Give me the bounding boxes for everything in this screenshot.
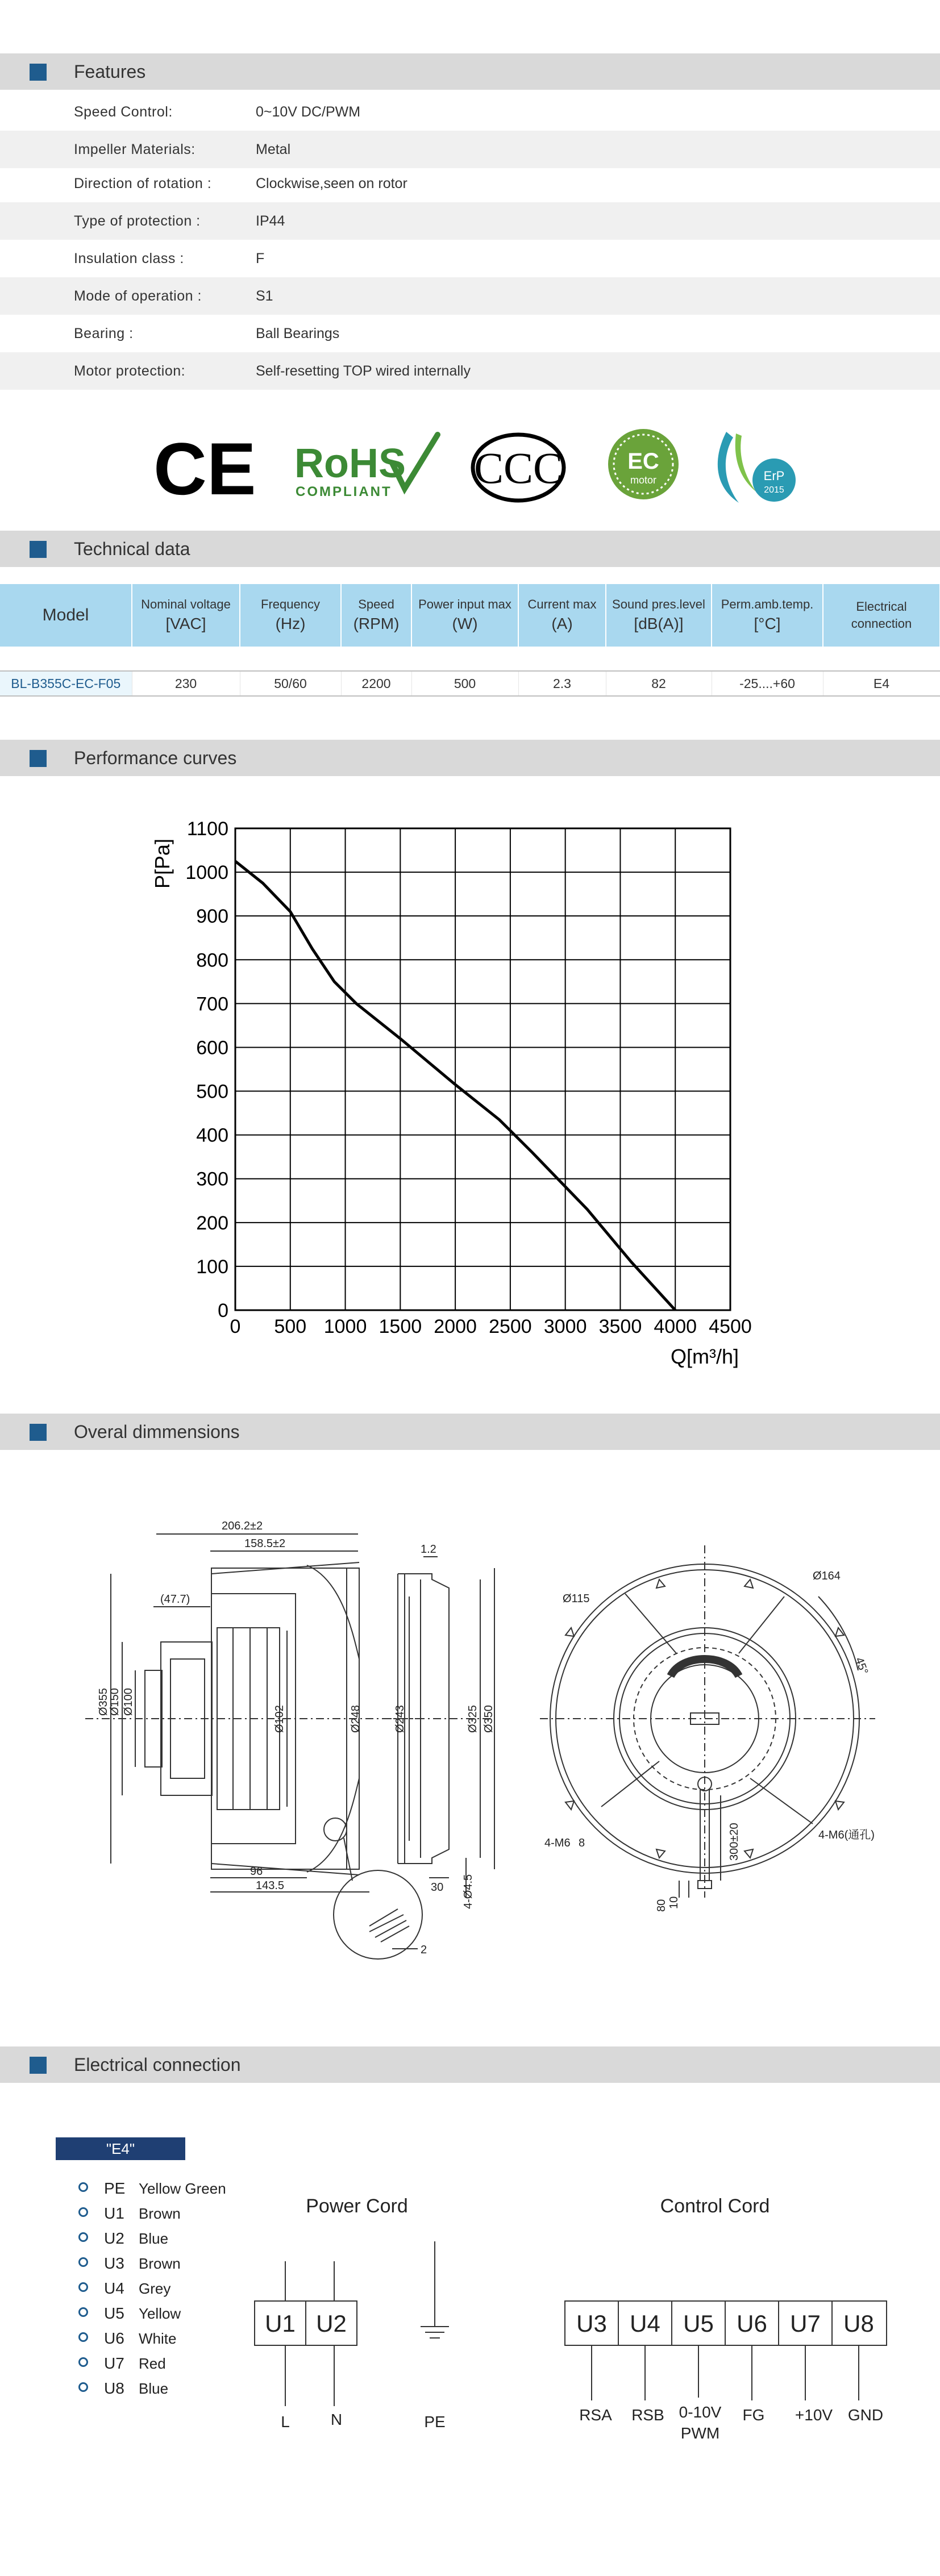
feature-label: Direction of rotation : xyxy=(74,176,212,191)
dim-label: Ø350 xyxy=(483,1705,495,1733)
dim-label: Ø243 xyxy=(394,1705,406,1733)
y-tick-label: 1100 xyxy=(186,818,228,840)
wiring-diagram xyxy=(0,2102,940,2466)
dim-label: Ø102 xyxy=(273,1705,286,1733)
column-header: Electrical connection xyxy=(823,584,940,647)
dim-label: 30 xyxy=(431,1881,444,1894)
wire-label: L xyxy=(281,2413,290,2431)
side-view-labels xyxy=(97,1520,427,1956)
electrical-title: Electrical connection xyxy=(74,2054,241,2075)
feature-label: Impeller Materials: xyxy=(74,141,196,157)
terminal-u3: U3 xyxy=(576,2310,607,2337)
dim-label: 8 xyxy=(579,1837,585,1849)
dim-label: 80 xyxy=(655,1899,668,1912)
feature-label: Speed Control: xyxy=(74,104,173,120)
section-marker-icon xyxy=(30,64,47,81)
wire-label: RSB xyxy=(631,2406,664,2424)
dim-label: Ø100 xyxy=(122,1688,135,1716)
section-marker-icon xyxy=(30,1424,47,1441)
ccc-logo-icon xyxy=(473,435,564,501)
svg-text:CCC: CCC xyxy=(473,443,563,493)
terminal-u2: U2 xyxy=(316,2310,347,2337)
dimension-drawing xyxy=(0,1489,940,1989)
x-tick-label: 4000 xyxy=(654,1316,697,1337)
terminal-u1: U1 xyxy=(265,2310,296,2337)
table-cell: 2200 xyxy=(341,671,411,696)
technical-header xyxy=(0,531,940,567)
section-marker-icon xyxy=(30,750,47,767)
table-header-row xyxy=(0,584,940,647)
x-tick-label: 2500 xyxy=(489,1316,532,1337)
svg-text:ErP: ErP xyxy=(763,469,785,483)
y-axis-label: P[Pa] xyxy=(151,838,174,889)
feature-value: Ball Bearings xyxy=(256,326,340,341)
feature-label: Bearing : xyxy=(74,326,134,341)
dim-label: Ø248 xyxy=(350,1705,362,1733)
table-cell: 500 xyxy=(411,671,518,696)
svg-text:COMPLIANT: COMPLIANT xyxy=(296,484,392,499)
y-tick-label: 800 xyxy=(196,949,228,972)
svg-text:CE: CE xyxy=(153,427,256,510)
terminal-u6: U6 xyxy=(737,2310,767,2337)
power-cord-title: Power Cord xyxy=(306,2195,408,2217)
column-header: Current max (A) xyxy=(518,584,606,647)
dim-label: 143.5 xyxy=(256,1879,285,1892)
x-tick-label: 3000 xyxy=(543,1316,587,1337)
terminal-u8: U8 xyxy=(843,2310,874,2337)
dim-label: 96 xyxy=(250,1865,263,1878)
dim-label: 4-M6 xyxy=(544,1837,571,1849)
dim-label: 300±20 xyxy=(728,1823,741,1861)
x-tick-label: 1500 xyxy=(379,1316,422,1337)
certification-logos xyxy=(0,423,940,514)
wire-label: 0-10V xyxy=(679,2403,722,2421)
wire-label: +10V xyxy=(795,2406,833,2424)
features-header xyxy=(0,53,940,90)
control-cord-title: Control Cord xyxy=(660,2195,770,2217)
feature-value: Metal xyxy=(256,141,291,157)
y-tick-label: 700 xyxy=(196,993,228,1015)
x-tick-label: 4500 xyxy=(709,1316,752,1337)
dimensions-header xyxy=(0,1414,940,1450)
feature-label: Type of protection : xyxy=(74,213,201,229)
dim-label: Ø150 xyxy=(109,1688,121,1716)
ground-icon xyxy=(421,2327,449,2338)
table-row xyxy=(0,671,940,696)
feature-value: Clockwise,seen on rotor xyxy=(256,176,407,191)
control-cord-diagram xyxy=(565,2195,887,2442)
feature-row xyxy=(0,202,940,240)
performance-header xyxy=(0,740,940,776)
rohs-logo-icon xyxy=(294,435,438,499)
feature-row xyxy=(0,315,940,352)
dimensions-title: Overal dimmensions xyxy=(74,1422,240,1442)
feature-row xyxy=(0,131,940,168)
x-tick-label: 3500 xyxy=(598,1316,642,1337)
column-header: Speed (RPM) xyxy=(341,584,411,647)
y-tick-label: 1000 xyxy=(185,862,228,884)
y-tick-label: 900 xyxy=(196,906,228,928)
technical-data-table xyxy=(0,584,940,697)
svg-text:motor: motor xyxy=(630,474,657,486)
table-cell: E4 xyxy=(823,671,940,696)
table-cell: 82 xyxy=(606,671,712,696)
feature-label: Mode of operation : xyxy=(74,288,202,304)
column-header: Perm.amb.temp. [°C] xyxy=(712,584,823,647)
technical-title: Technical data xyxy=(74,539,190,559)
y-tick-label: 300 xyxy=(196,1168,228,1190)
features-title: Features xyxy=(74,61,146,82)
svg-text:RoHS: RoHS xyxy=(294,441,406,486)
svg-text:2015: 2015 xyxy=(764,485,784,495)
performance-title: Performance curves xyxy=(74,748,237,768)
performance-chart xyxy=(0,795,940,1409)
column-header: Sound pres.level [dB(A)] xyxy=(606,584,712,647)
table-cell: 2.3 xyxy=(518,671,606,696)
wire-label: N xyxy=(330,2411,343,2428)
column-header: Nominal voltage [VAC] xyxy=(132,584,240,647)
wire-label: GND xyxy=(847,2406,884,2424)
y-tick-label: 200 xyxy=(196,1212,228,1234)
table-cell: 230 xyxy=(132,671,240,696)
feature-row xyxy=(0,352,940,390)
feature-row xyxy=(0,240,940,277)
feature-label: Insulation class : xyxy=(74,251,184,266)
dim-label: Ø325 xyxy=(467,1705,479,1733)
terminal-u4: U4 xyxy=(630,2310,660,2337)
dim-label: Ø164 xyxy=(813,1570,841,1582)
dim-label: 45° xyxy=(852,1656,871,1677)
wire-label: RSA xyxy=(579,2406,612,2424)
terminal-u5: U5 xyxy=(683,2310,714,2337)
plot-frame xyxy=(235,828,730,1310)
dim-label: Ø355 xyxy=(97,1688,110,1716)
ec-motor-logo-icon xyxy=(608,429,679,499)
dim-label: 4-Ø4.5 xyxy=(462,1874,475,1909)
feature-row xyxy=(0,165,940,202)
x-axis-label: Q[m³/h] xyxy=(671,1345,739,1368)
erp-logo-icon xyxy=(718,432,796,503)
dim-label: 2 xyxy=(421,1944,427,1956)
fan-front-view xyxy=(540,1545,875,1898)
feature-value: 0~10V DC/PWM xyxy=(256,104,361,120)
dim-label: 10 xyxy=(668,1896,680,1909)
power-cord-diagram xyxy=(255,2195,449,2431)
column-header: Power input max (W) xyxy=(411,584,518,647)
feature-row xyxy=(0,93,940,131)
x-tick-label: 1000 xyxy=(323,1316,367,1337)
dim-label: (47.7) xyxy=(160,1593,190,1606)
feature-value: Self-resetting TOP wired internally xyxy=(256,363,471,379)
wire-label: PE xyxy=(424,2413,446,2431)
column-header: Model xyxy=(0,584,132,647)
electrical-header xyxy=(0,2046,940,2083)
table-cell: -25....+60 xyxy=(712,671,823,696)
fan-side-view xyxy=(85,1534,426,1959)
ce-mark-icon xyxy=(153,427,256,510)
feature-row xyxy=(0,277,940,315)
x-tick-label: 0 xyxy=(230,1316,241,1337)
terminal-u7: U7 xyxy=(790,2310,821,2337)
x-tick-label: 2000 xyxy=(434,1316,477,1337)
feature-value: S1 xyxy=(256,288,273,304)
connection-type-badge: "E4" xyxy=(56,2137,185,2160)
feature-value: IP44 xyxy=(256,213,285,229)
section-marker-icon xyxy=(30,2057,47,2074)
y-tick-label: 400 xyxy=(196,1124,228,1147)
table-cell-model: BL-B355C-EC-F05 xyxy=(0,671,132,696)
feature-label: Motor protection: xyxy=(74,363,186,379)
dim-label: 206.2±2 xyxy=(222,1520,263,1532)
y-tick-label: 0 xyxy=(218,1300,228,1322)
wire-sublabel: PWM xyxy=(680,2424,720,2442)
feature-value: F xyxy=(256,251,265,266)
x-tick-label: 500 xyxy=(274,1316,307,1337)
dim-label: 4-M6(通孔) xyxy=(818,1829,875,1841)
wire-label: FG xyxy=(742,2406,765,2424)
y-tick-label: 500 xyxy=(196,1081,228,1103)
section-marker-icon xyxy=(30,541,47,558)
dim-label: Ø115 xyxy=(563,1593,590,1605)
dim-label: 158.5±2 xyxy=(244,1537,286,1550)
y-tick-label: 600 xyxy=(196,1037,228,1059)
column-header: Frequency (Hz) xyxy=(240,584,341,647)
table-cell: 50/60 xyxy=(240,671,341,696)
y-tick-label: 100 xyxy=(196,1256,228,1278)
svg-text:EC: EC xyxy=(627,449,659,474)
dim-label: 1.2 xyxy=(421,1543,436,1556)
